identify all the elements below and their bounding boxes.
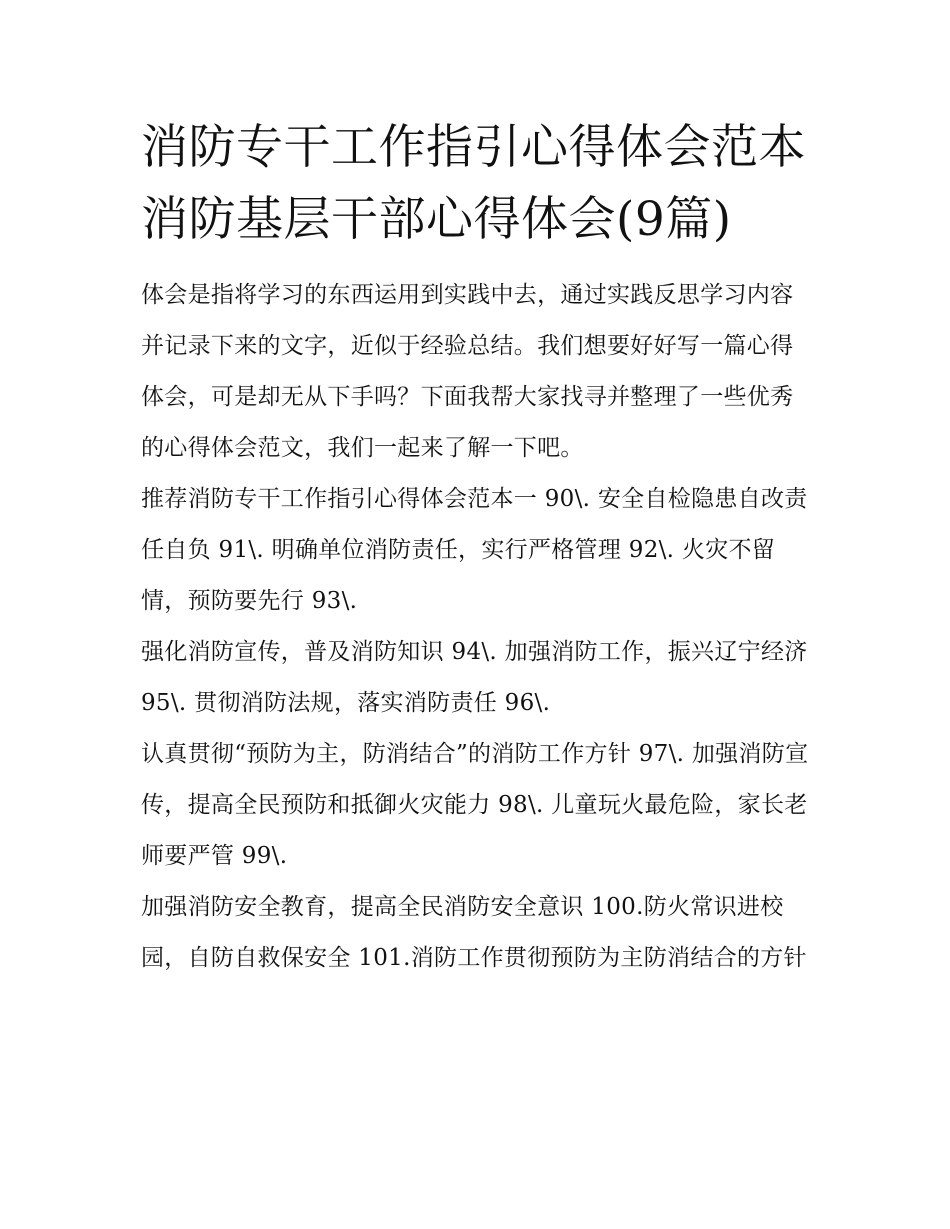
document-title: 消防专干工作指引心得体会范本 消防基层干部心得体会(9篇): [141, 120, 806, 247]
slogan-paragraph-1: 推荐消防专干工作指引心得体会范本一 90\. 安全自检隐患自改责任自负 91\. 明确单位消防责任，实行严格管理 92\. 火灾不留情，预防要先行 93\.: [141, 486, 808, 614]
slogan-paragraph-3: 认真贯彻“预防为主，防消结合”的消防工作方针 97\. 加强消防宣传，提高全民预防和抵御火灾能力 98\. 儿童玩火最危险，家长老师要严管 99\.: [141, 741, 809, 869]
slogan-paragraph-2: 强化消防宣传，普及消防知识 94\. 加强消防工作，振兴辽宁经济 95\. 贯彻消防法规，落实消防责任 96\.: [141, 639, 808, 716]
intro-paragraph: 体会是指将学习的东西运用到实践中去，通过实践反思学习内容并记录下来的文字，近似于经验总结。我们想要好好写一篇心得体会，可是却无从下手吗？下面我帮大家找寻并整理了一些优秀的心得体会范文，我们一起来了解一下吧。: [141, 282, 794, 461]
document-body: [141, 112, 813, 984]
slogan-paragraph-4: 加强消防安全教育，提高全民消防安全意识 100.防火常识进校园，自防自救保安全 101.消防工作贯彻预防为主防消结合的方针: [141, 894, 807, 971]
